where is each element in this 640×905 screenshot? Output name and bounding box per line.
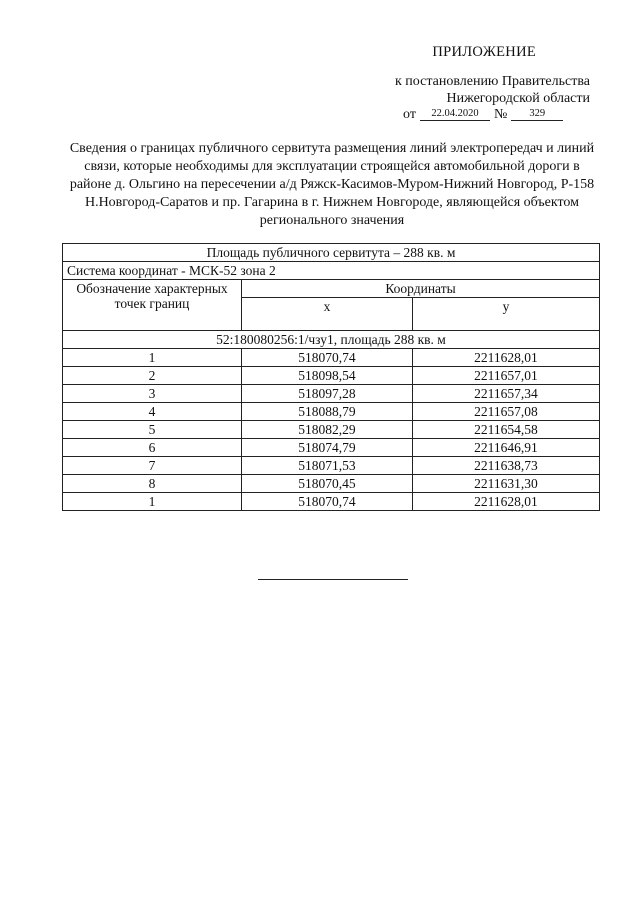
area-header: Площадь публичного сервитута – 288 кв. м [63,244,600,262]
table-row [63,385,600,403]
coord-y: 2211638,73 [412,457,599,475]
coord-x: 518070,45 [242,475,413,493]
date-number-line [403,107,563,123]
table-row [63,475,600,493]
point-number: 6 [63,439,242,457]
coord-x: 518082,29 [242,421,413,439]
coord-system-row [63,262,600,280]
coord-y: 2211657,01 [412,367,599,385]
coord-y: 2211654,58 [412,421,599,439]
resolution-reference [350,73,590,107]
coord-x: 518070,74 [242,349,413,367]
table-row [63,349,600,367]
resolution-line-1: к постановлению Правительства [394,74,590,89]
point-label-header: Обозначение характерных точек границ [63,280,242,331]
table-row [63,421,600,439]
point-number: 8 [63,475,242,493]
coord-y: 2211646,91 [412,439,599,457]
resolution-date: 22.04.2020 [420,108,490,121]
resolution-line-2: Нижегородской области [446,91,590,106]
coord-y: 2211628,01 [412,493,599,511]
table-row [63,439,600,457]
point-number: 1 [63,493,242,511]
coord-system: Система координат - МСК-52 зона 2 [63,262,600,280]
area-header-row [63,244,600,262]
resolution-number: 329 [511,108,563,121]
x-header: x [242,298,413,331]
coord-y: 2211657,34 [412,385,599,403]
coordinates-header: Координаты [242,280,600,298]
coord-x: 518074,79 [242,439,413,457]
point-number: 5 [63,421,242,439]
point-number: 7 [63,457,242,475]
coord-y: 2211657,08 [412,403,599,421]
number-sign: № [493,107,508,122]
coord-y: 2211631,30 [412,475,599,493]
section-row [63,331,600,349]
table-row [63,493,600,511]
table-row [63,403,600,421]
date-prefix: от [403,107,416,122]
table-row [63,367,600,385]
coord-y: 2211628,01 [412,349,599,367]
point-number: 3 [63,385,242,403]
column-header-row [63,280,600,298]
table-row [63,457,600,475]
separator-line [258,579,408,580]
point-number: 1 [63,349,242,367]
document-description: Сведения о границах публичного сервитута размещения линий электропередач и линий связи, которые необходимы для эксплуатации строящейся автомобильной дороги в районе д. Ольгино на пересечении а/д Ряжск-Касимов-Муром-Нижний Новгород, Р-158 Н.Новгород-Саратов и пр. Гагарина в г. Нижнем Новгороде, являющейся объектом регионального значения [69,141,595,228]
coord-x: 518070,74 [242,493,413,511]
coord-x: 518097,28 [242,385,413,403]
section-label: 52:180080256:1/чзу1, площадь 288 кв. м [63,331,600,349]
coord-x: 518088,79 [242,403,413,421]
point-number: 4 [63,403,242,421]
coord-x: 518071,53 [242,457,413,475]
coord-x: 518098,54 [242,367,413,385]
coordinates-table [62,243,600,511]
appendix-title: ПРИЛОЖЕНИЕ [432,44,536,60]
point-number: 2 [63,367,242,385]
y-header: y [412,298,599,331]
